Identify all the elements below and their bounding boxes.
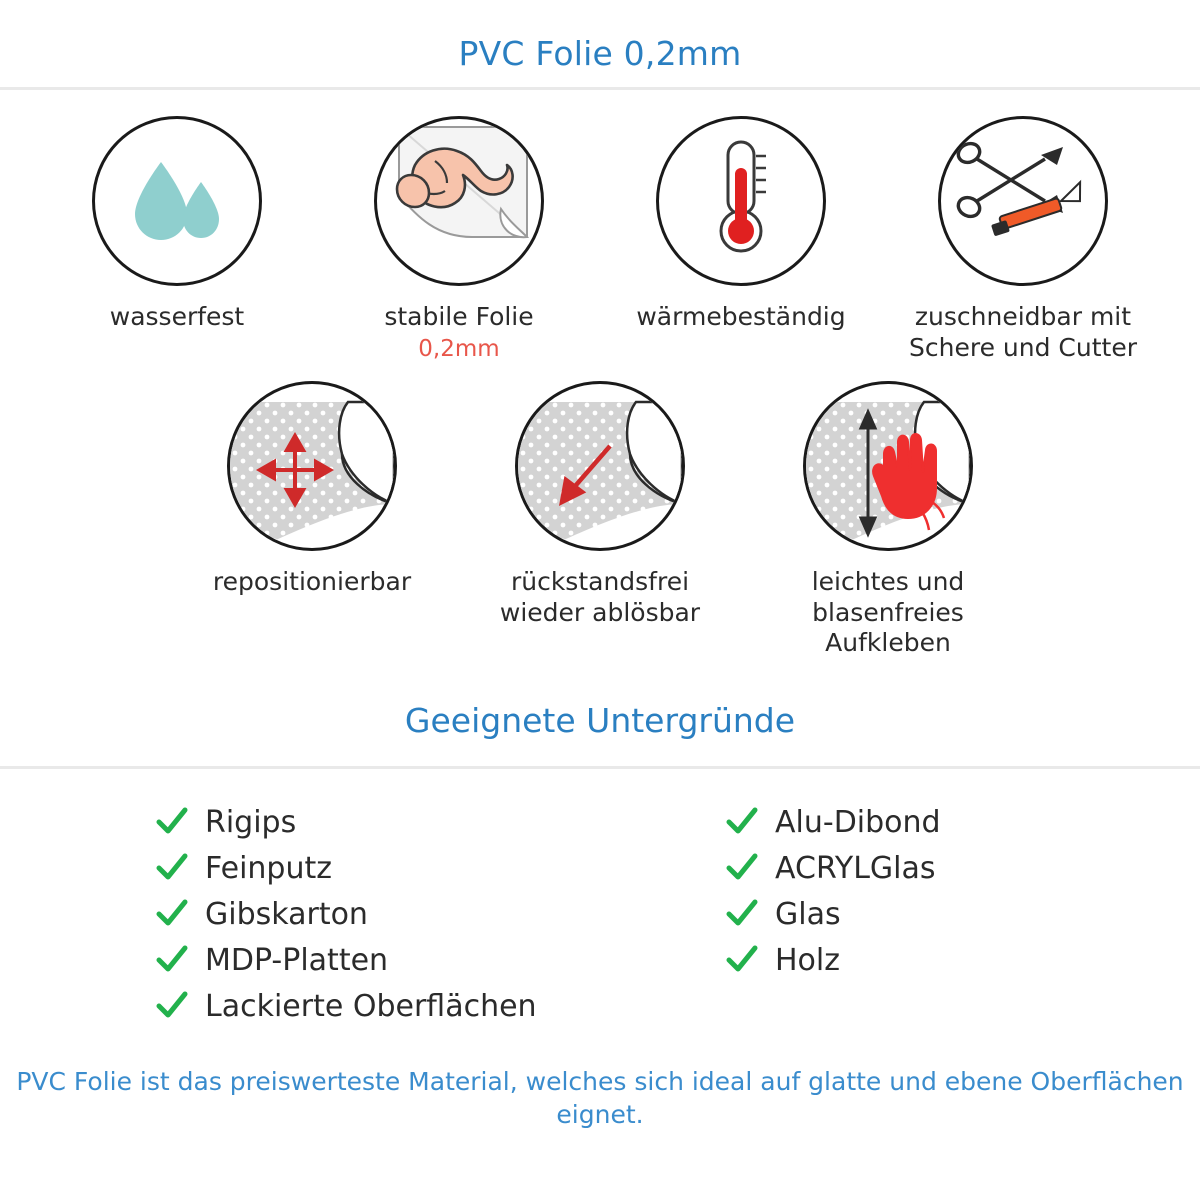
- page-title-bar: [0, 0, 1200, 87]
- feature-icon-circle: [92, 116, 262, 286]
- feature-icon-circle: [938, 116, 1108, 286]
- list-item-label: ACRYLGlas: [775, 850, 936, 886]
- page-title: PVC Folie 0,2mm: [458, 34, 742, 73]
- list-item-label: Holz: [775, 942, 840, 978]
- list-item: [725, 897, 1145, 932]
- feature-waermebestaendig: [600, 116, 882, 333]
- feature-icon-circle: [227, 381, 397, 551]
- feature-label: zuschneidbar mit Schere und Cutter: [909, 302, 1137, 362]
- list-item-label: Glas: [775, 896, 841, 932]
- hand-smoothing-film-icon: [806, 384, 970, 548]
- section-title-substrates: Geeignete Untergründe: [404, 700, 796, 740]
- feature-wasserfest: [36, 116, 318, 333]
- feature-sublabel: 0,2mm: [418, 335, 500, 362]
- feature-grid: [0, 90, 1200, 659]
- water-drops-icon: [117, 144, 237, 258]
- list-item: [725, 805, 1145, 840]
- thermometer-icon: [696, 134, 786, 268]
- list-item: [155, 989, 635, 1024]
- feature-row-1: [0, 116, 1200, 363]
- move-arrows-film-icon: [230, 384, 394, 548]
- list-item-label: Rigips: [205, 804, 297, 840]
- check-icon: [155, 805, 189, 839]
- feature-label: [384, 302, 533, 363]
- list-item-label: Gibskarton: [205, 896, 368, 932]
- check-icon: [725, 897, 759, 931]
- list-item: [155, 943, 635, 978]
- feature-blasenfrei: [744, 381, 1032, 659]
- feature-icon-circle: [656, 116, 826, 286]
- strong-arm-icon: [377, 117, 541, 285]
- check-icon: [725, 943, 759, 977]
- feature-label: repositionierbar: [212, 567, 412, 596]
- feature-zuschneidbar: [882, 116, 1164, 363]
- feature-rueckstandsfrei: [456, 381, 744, 628]
- substrates-column-left: [55, 805, 635, 1035]
- feature-label: wasserfest: [109, 302, 245, 331]
- feature-label: wärmebeständig: [636, 302, 846, 331]
- check-icon: [155, 897, 189, 931]
- list-item: [155, 851, 635, 886]
- check-icon: [155, 851, 189, 885]
- feature-icon-circle: [374, 116, 544, 286]
- check-icon: [155, 943, 189, 977]
- feature-stabile-folie: [318, 116, 600, 363]
- feature-label: rückstandsfrei wieder ablösbar: [499, 567, 701, 627]
- peel-off-film-icon: [518, 384, 682, 548]
- feature-row-2: [0, 381, 1200, 659]
- feature-icon-circle: [803, 381, 973, 551]
- list-item-label: Alu-Dibond: [775, 804, 941, 840]
- scissors-cutter-icon: [953, 139, 1093, 263]
- list-item: [725, 851, 1145, 886]
- footer-note: PVC Folie ist das preiswerteste Material, welches sich ideal auf glatte und ebene Oberflächen eignet.: [16, 1066, 1184, 1130]
- list-item: [155, 805, 635, 840]
- check-icon: [725, 805, 759, 839]
- list-item-label: Lackierte Oberflächen: [205, 988, 537, 1024]
- feature-label: leichtes und blasenfreies Aufkleben: [811, 567, 965, 657]
- list-item: [725, 943, 1145, 978]
- list-item: [155, 897, 635, 932]
- feature-label-text: stabile Folie: [384, 302, 534, 331]
- list-item-label: Feinputz: [205, 850, 332, 886]
- check-icon: [155, 989, 189, 1023]
- check-icon: [725, 851, 759, 885]
- feature-repositionierbar: [168, 381, 456, 598]
- list-item-label: MDP-Platten: [205, 942, 389, 978]
- substrates-list: [0, 769, 1200, 1035]
- substrates-column-right: [635, 805, 1145, 1035]
- feature-icon-circle: [515, 381, 685, 551]
